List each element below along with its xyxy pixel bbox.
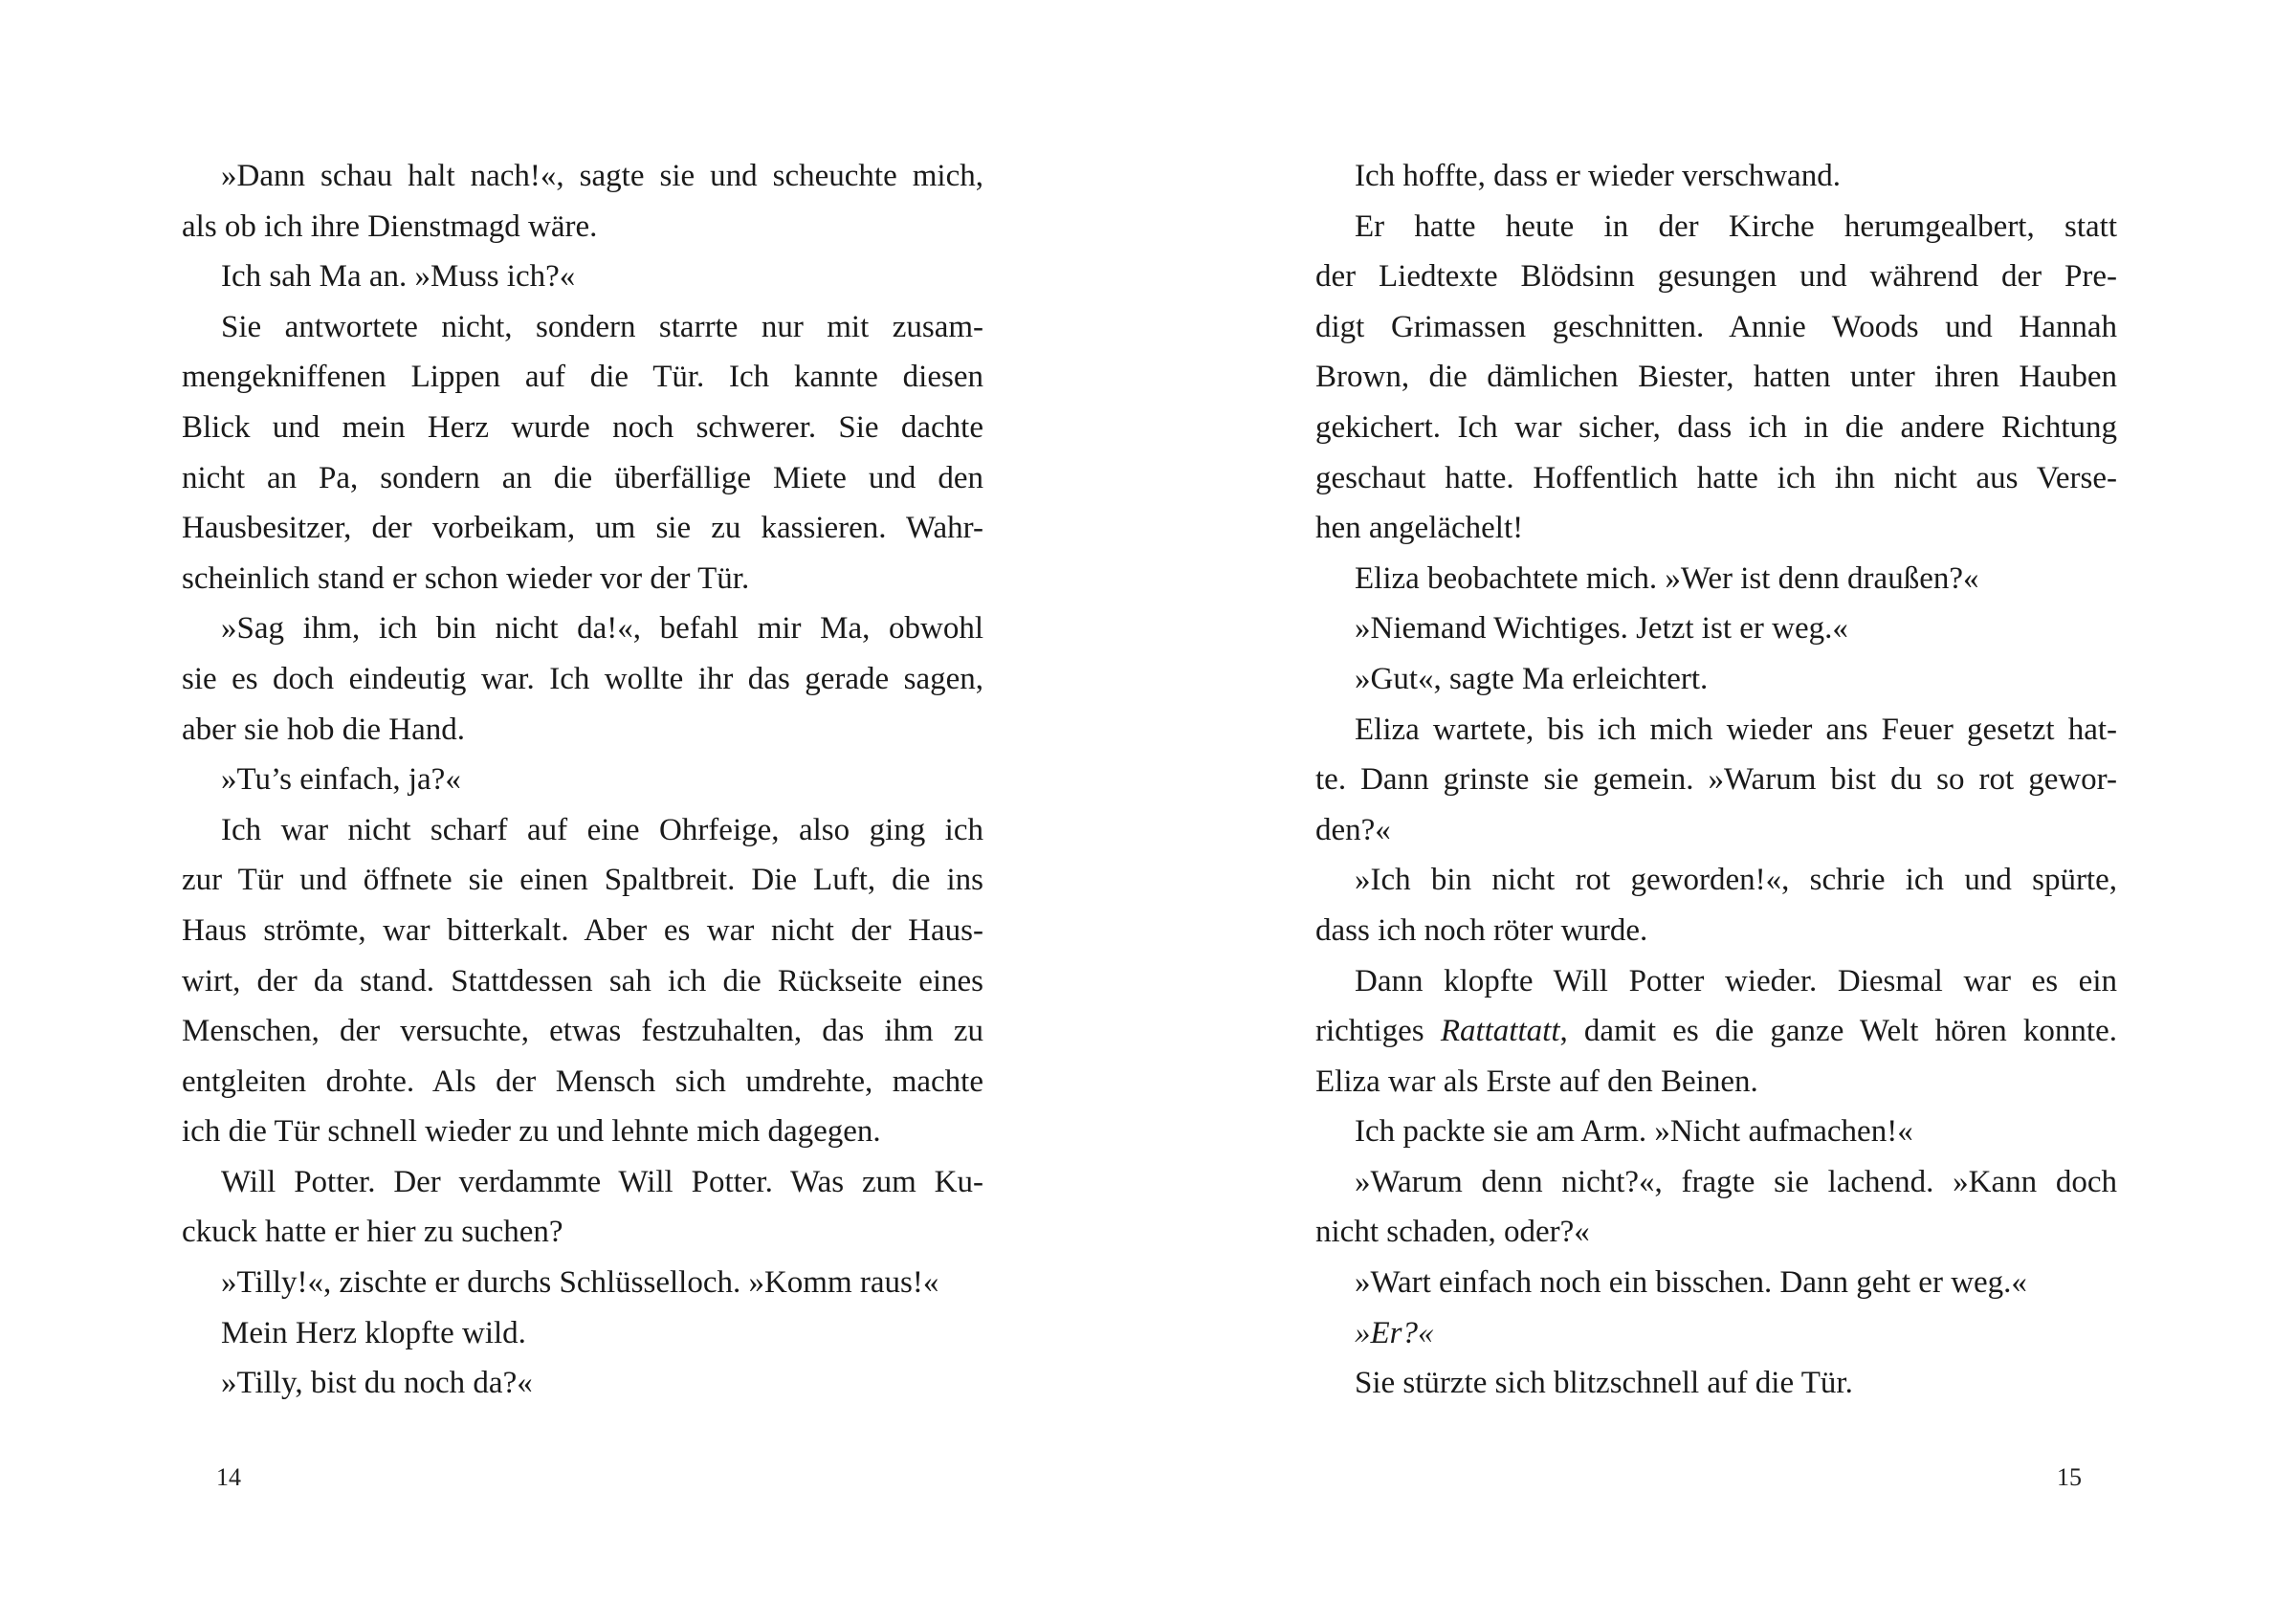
line-segment: Eliza war als Erste auf den Beinen.: [1315, 1064, 1758, 1099]
line-segment: »Niemand Wichtiges. Jetzt ist er weg.«: [1355, 611, 1848, 647]
line-text: [1315, 813, 1391, 847]
line-segment: Ich hoffte, dass er wieder verschwand.: [1355, 159, 1841, 193]
text-line: [182, 202, 983, 252]
line-segment: Sie antwortete nicht, sondern starrte nur mit zusam-: [221, 309, 983, 344]
line-segment: der Liedtexte Blödsinn gesungen und während der Pre-: [1315, 259, 2117, 295]
text-line: [1315, 1258, 2117, 1308]
text-line: [1315, 1006, 2117, 1057]
line-segment: ich die Tür schnell wieder zu und lehnte mich dagegen.: [182, 1114, 881, 1150]
text-line: [1315, 855, 2117, 906]
text-line: [182, 554, 983, 604]
line-text: [1315, 461, 2117, 495]
line-segment: aber sie hob die Hand.: [182, 712, 465, 747]
line-segment: Ich packte sie am Arm. »Nicht aufmachen!«: [1355, 1114, 1913, 1150]
line-segment: Brown, die dämlichen Biester, hatten unter ihren Hauben: [1315, 360, 2117, 395]
text-line: [1315, 302, 2117, 353]
line-segment: nicht an Pa, sondern an die überfällige Miete und den: [182, 460, 983, 495]
line-segment: digt Grimassen geschnitten. Annie Woods und Hannah: [1315, 309, 2117, 344]
text-line: [182, 956, 983, 1007]
line-segment: te. Dann grinste sie gemein. »Warum bist du so rot gewor-: [1315, 762, 2117, 798]
line-text: [221, 611, 983, 646]
line-text: [1315, 511, 1523, 545]
line-text: [221, 813, 983, 847]
line-text: [1315, 1215, 1590, 1249]
text-line: [1315, 956, 2117, 1007]
line-text: [182, 662, 983, 696]
line-text: [1355, 159, 1841, 193]
line-segment: Hausbesitzer, der vorbeikam, um sie zu kassieren. Wahr-: [182, 511, 983, 546]
text-line: [1315, 352, 2117, 403]
line-text: [221, 1316, 526, 1350]
text-line: [1315, 1057, 2117, 1108]
text-line: [1315, 1107, 2117, 1157]
line-segment: geschaut hatte. Hoffentlich hatte ich ihn nicht aus Verse-: [1315, 460, 2117, 495]
text-line: [182, 1258, 983, 1308]
line-segment: ckuck hatte er hier zu suchen?: [182, 1215, 563, 1250]
line-segment: »Ich bin nicht rot geworden!«, schrie ich und spürte,: [1355, 863, 2117, 898]
italic-segment: »Er?«: [1355, 1315, 1434, 1350]
text-line: [182, 805, 983, 856]
text-line: [1315, 151, 2117, 202]
line-segment: »Gut«, sagte Ma erleichtert.: [1355, 661, 1709, 696]
line-segment: wirt, der da stand. Stattdessen sah ich die Rückseite eines: [182, 963, 983, 998]
left-page-text: [182, 151, 983, 1409]
line-text: [182, 964, 983, 998]
line-text: [182, 713, 465, 747]
line-segment: scheinlich stand er schon wieder vor der Tür.: [182, 560, 750, 596]
text-line: [182, 1057, 983, 1108]
line-segment: Eliza wartete, bis ich mich wieder ans Feuer gesetzt hat-: [1355, 712, 2117, 747]
line-segment: Haus strömte, war bitterkalt. Aber es war nicht der Haus-: [182, 912, 983, 948]
line-text: [1355, 561, 1979, 596]
line-text: [182, 461, 983, 495]
text-line: [1315, 906, 2117, 956]
text-line: [1315, 1157, 2117, 1208]
line-text: [182, 1114, 881, 1149]
line-text: [1355, 863, 2117, 897]
line-text: [182, 410, 983, 445]
line-text: [1315, 360, 2117, 394]
text-line: [1315, 1358, 2117, 1409]
text-line: [1315, 403, 2117, 453]
line-segment: Blick und mein Herz wurde noch schwerer. Sie dachte: [182, 409, 983, 445]
text-line: [182, 654, 983, 705]
line-text: [1355, 1265, 2027, 1300]
text-line: [1315, 202, 2117, 252]
line-text: [1355, 713, 2117, 747]
line-segment: , damit es die ganze Welt hören konnte.: [1559, 1014, 2117, 1049]
line-segment: hen angelächelt!: [1315, 511, 1524, 546]
line-text: [221, 310, 983, 344]
text-line: [182, 503, 983, 554]
text-line: [1315, 453, 2117, 504]
line-segment: Eliza beobachtete mich. »Wer ist denn draußen?«: [1355, 560, 1979, 596]
line-segment: Sie stürzte sich blitzschnell auf die Tür.: [1355, 1366, 1853, 1401]
line-text: [1355, 1316, 1434, 1350]
text-line: [182, 755, 983, 805]
text-line: [182, 855, 983, 906]
line-text: [1355, 1114, 1913, 1149]
line-text: [182, 561, 749, 596]
line-segment: »Tilly, bist du noch da?«: [221, 1366, 533, 1401]
line-text: [1315, 762, 2117, 797]
line-segment: »Warum denn nicht?«, fragte sie lachend. »Kann doch: [1355, 1164, 2117, 1199]
line-text: [221, 1165, 983, 1199]
text-line: [182, 906, 983, 956]
text-line: [182, 1308, 983, 1359]
text-line: [182, 1157, 983, 1208]
line-segment: »Tilly!«, zischte er durchs Schlüsselloch. »Komm raus!«: [221, 1265, 939, 1301]
line-text: [221, 259, 575, 294]
page-number-left: 14: [216, 1463, 241, 1491]
text-line: [182, 1207, 983, 1258]
line-segment: »Tu’s einfach, ja?«: [221, 762, 461, 798]
text-line: [182, 151, 983, 202]
line-segment: »Sag ihm, ich bin nicht da!«, befahl mir Ma, obwohl: [221, 611, 983, 647]
line-text: [1315, 913, 1647, 948]
line-text: [1315, 310, 2117, 344]
line-text: [1315, 259, 2117, 294]
text-line: [1315, 554, 2117, 604]
line-text: [1355, 611, 1848, 646]
line-text: [182, 1064, 983, 1099]
text-line: [182, 453, 983, 504]
text-line: [1315, 1207, 2117, 1258]
line-segment: Mein Herz klopfte wild.: [221, 1315, 526, 1350]
line-text: [1355, 209, 2117, 244]
text-line: [182, 403, 983, 453]
line-segment: Will Potter. Der verdammte Will Potter. Was zum Ku-: [221, 1164, 983, 1199]
text-line: [1315, 252, 2117, 302]
line-segment: entgleiten drohte. Als der Mensch sich umdrehte, machte: [182, 1064, 983, 1099]
line-text: [1315, 410, 2117, 445]
text-line: [182, 352, 983, 403]
line-segment: mengekniffenen Lippen auf die Tür. Ich kannte diesen: [182, 360, 983, 395]
text-line: [182, 302, 983, 353]
right-page-text: [1315, 151, 2117, 1409]
line-segment: gekichert. Ich war sicher, dass ich in die andere Richtung: [1315, 409, 2117, 445]
line-text: [1315, 1014, 2117, 1048]
line-text: [221, 1265, 938, 1300]
page-number-right: 15: [2057, 1463, 2082, 1491]
text-line: [1315, 654, 2117, 705]
line-segment: dass ich noch röter wurde.: [1315, 912, 1648, 948]
line-text: [182, 863, 983, 897]
line-text: [221, 159, 983, 193]
text-line: [1315, 755, 2117, 805]
line-text: [182, 209, 597, 244]
line-text: [182, 1014, 983, 1048]
text-line: [1315, 705, 2117, 756]
line-segment: Ich war nicht scharf auf eine Ohrfeige, also ging ich: [221, 812, 983, 847]
line-segment: Er hatte heute in der Kirche herumgealbert, statt: [1355, 208, 2117, 244]
line-segment: Dann klopfte Will Potter wieder. Diesmal war es ein: [1355, 963, 2117, 998]
line-text: [182, 360, 983, 394]
line-text: [1355, 1165, 2117, 1199]
text-line: [182, 603, 983, 654]
line-text: [1355, 662, 1708, 696]
text-line: [182, 252, 983, 302]
line-text: [221, 762, 461, 797]
line-text: [1315, 1064, 1758, 1099]
text-line: [1315, 503, 2117, 554]
text-line: [182, 1107, 983, 1157]
line-text: [182, 913, 983, 948]
line-segment: richtiges: [1315, 1014, 1441, 1049]
line-text: [182, 1215, 563, 1249]
line-text: [182, 511, 983, 545]
line-segment: als ob ich ihre Dienstmagd wäre.: [182, 208, 598, 244]
line-segment: Ich sah Ma an. »Muss ich?«: [221, 259, 576, 295]
text-line: [1315, 603, 2117, 654]
text-line: [1315, 1308, 2117, 1359]
text-line: [1315, 805, 2117, 856]
text-line: [182, 1006, 983, 1057]
line-segment: den?«: [1315, 812, 1391, 847]
line-segment: »Wart einfach noch ein bisschen. Dann geht er weg.«: [1355, 1265, 2027, 1301]
line-text: [1355, 1366, 1853, 1400]
text-line: [182, 705, 983, 756]
text-line: [182, 1358, 983, 1409]
line-text: [221, 1366, 533, 1400]
line-segment: nicht schaden, oder?«: [1315, 1215, 1590, 1250]
line-text: [1355, 964, 2117, 998]
line-segment: zur Tür und öffnete sie einen Spaltbreit. Die Luft, die ins: [182, 863, 983, 898]
line-segment: sie es doch eindeutig war. Ich wollte ihr das gerade sagen,: [182, 661, 983, 696]
italic-segment: Rattattatt: [1440, 1014, 1560, 1049]
line-segment: »Dann schau halt nach!«, sagte sie und scheuchte mich,: [221, 159, 983, 193]
line-segment: Menschen, der versuchte, etwas festzuhalten, das ihm zu: [182, 1014, 983, 1049]
